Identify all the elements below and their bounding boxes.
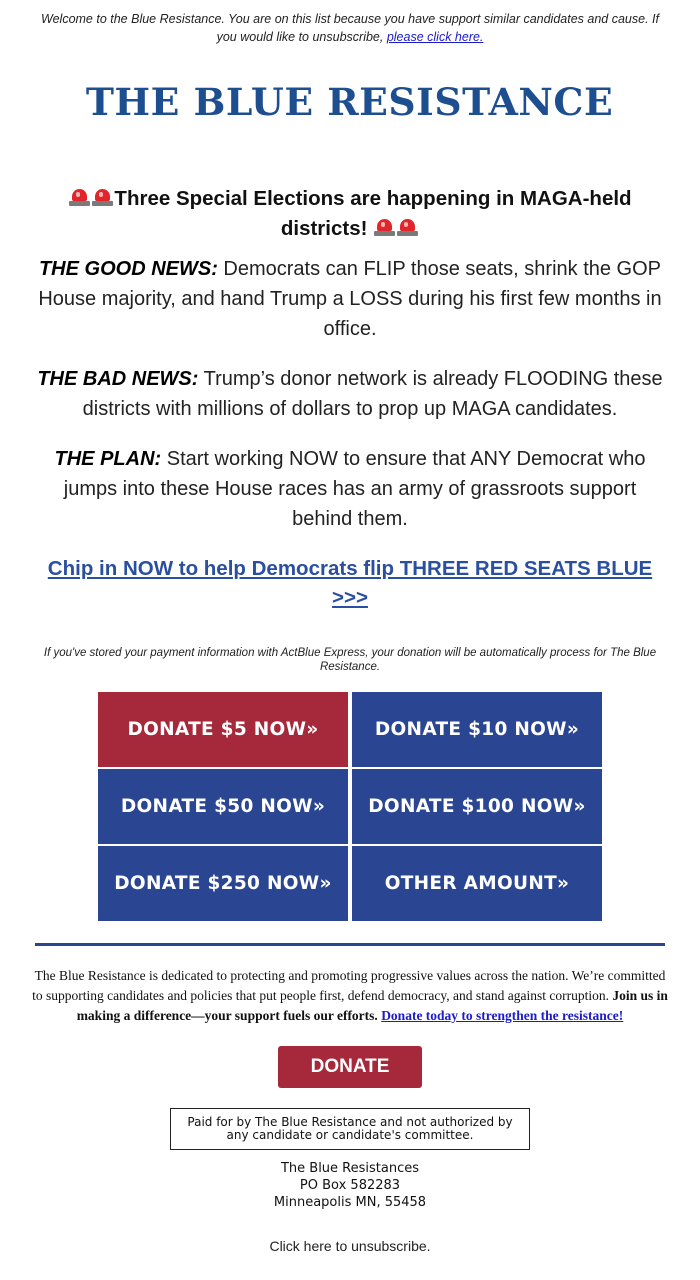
police-car-light-icon [374, 219, 395, 236]
cta-block [0, 554, 700, 612]
donate-250-button[interactable]: DONATE $250 NOW» [98, 846, 348, 921]
donate-button-grid [98, 692, 602, 921]
mission-statement [0, 966, 700, 1026]
mailing-address [0, 1160, 700, 1211]
actblue-note: If you've stored your payment information with ActBlue Express, your donation will be automatically process for The Blue Resistance. [43, 647, 657, 673]
mission-bold: Join us in making a difference—your support fuels our efforts. [76, 988, 668, 1023]
divider [35, 943, 665, 946]
address-line-1: The Blue Resistances [280, 1161, 420, 1176]
police-car-light-icon [397, 219, 418, 236]
paid-for-disclaimer: Paid for by The Blue Resistance and not authorized by any candidate or candidate's committee. [170, 1108, 530, 1150]
mission-text: The Blue Resistance is dedicated to protecting and promoting progressive values across the nation. We’re committed to supporting candidates and policies that put people first, defend democracy, and stand against corruption. [32, 968, 666, 1003]
donate-10-button[interactable]: DONATE $10 NOW» [352, 692, 602, 767]
bad-news-lead: THE BAD NEWS: [37, 368, 199, 390]
donate-button[interactable]: DONATE [278, 1046, 422, 1088]
good-news-lead: THE GOOD NEWS: [38, 258, 218, 280]
logo-text: THE BLUE RESISTANCE [86, 80, 614, 124]
alert-text: Three Special Elections are happening in MAGA-held districts! [114, 187, 632, 240]
good-news-text: Democrats can FLIP those seats, shrink the GOP House majority, and hand Trump a LOSS during his first few months in office. [38, 258, 662, 340]
donate-5-button[interactable]: DONATE $5 NOW» [98, 692, 348, 767]
alert-headline [0, 184, 700, 244]
donate-today-link[interactable]: Donate today to strengthen the resistance! [381, 1008, 624, 1023]
unsubscribe-footer [0, 1238, 700, 1254]
plan-text: Start working NOW to ensure that ANY Democrat who jumps into these House races has an army of grassroots support behind them. [63, 448, 646, 530]
donate-other-amount-button[interactable]: OTHER AMOUNT» [352, 846, 602, 921]
police-car-light-icon [69, 189, 90, 206]
donate-100-button[interactable]: DONATE $100 NOW» [352, 769, 602, 844]
bad-news-paragraph [0, 364, 700, 424]
bad-news-text: Trump’s donor network is already FLOODING these districts with millions of dollars to prop up MAGA candidates. [82, 368, 663, 420]
plan-paragraph [0, 444, 700, 534]
chip-in-link[interactable]: Chip in NOW to help Democrats flip THREE RED SEATS BLUE >>> [47, 557, 653, 609]
address-line-3: Minneapolis MN, 55458 [273, 1195, 427, 1210]
brand-logo [0, 80, 700, 130]
good-news-paragraph [0, 254, 700, 344]
police-car-light-icon [92, 189, 113, 206]
unsubscribe-link[interactable]: Click here to unsubscribe. [269, 1238, 431, 1254]
donate-50-button[interactable]: DONATE $50 NOW» [98, 769, 348, 844]
preheader-text: Welcome to the Blue Resistance. You are on this list because you have support similar candidates and cause. If you would like to unsubscribe, [41, 12, 659, 44]
preheader [0, 0, 700, 48]
unsubscribe-link-top[interactable]: please click here. [386, 30, 484, 44]
address-line-2: PO Box 582283 [299, 1178, 401, 1193]
plan-lead: THE PLAN: [54, 448, 162, 470]
